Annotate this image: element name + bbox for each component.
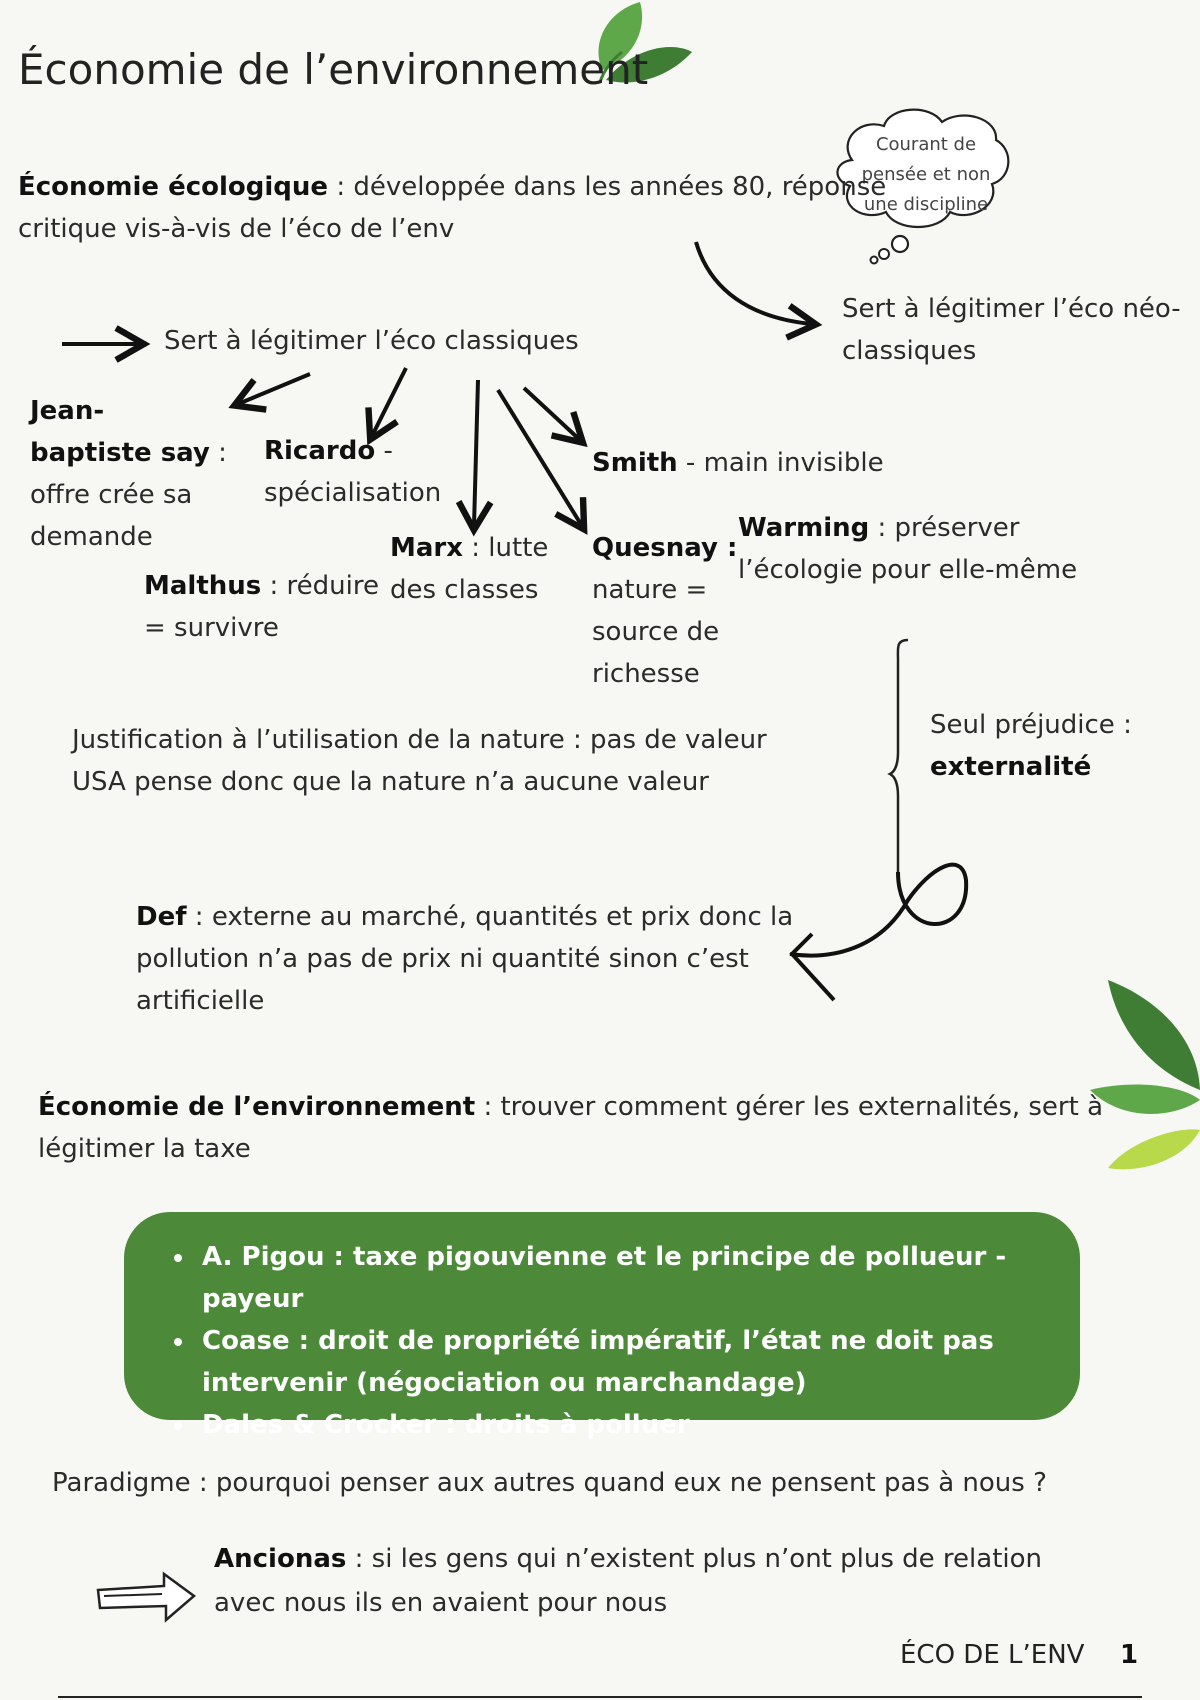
eco-ecologique-text: : développée dans les années 80, réponse bbox=[328, 172, 887, 202]
say-desc-2: demande bbox=[30, 522, 153, 552]
quesnay-name: Quesnay : bbox=[592, 533, 738, 563]
leaves-icon bbox=[1090, 980, 1200, 1169]
outline-arrow-icon bbox=[98, 1574, 194, 1620]
arrow-to-smith-icon bbox=[524, 388, 580, 440]
malthus-desc-2: = survivre bbox=[144, 613, 279, 643]
justification-line-2: USA pense donc que la nature n’a aucune valeur bbox=[72, 767, 709, 797]
quesnay-desc-2: source de bbox=[592, 617, 720, 647]
marx-desc-2: des classes bbox=[390, 575, 539, 605]
eco-ecologique-text-2: critique vis-à-vis de l’éco de l’env bbox=[18, 214, 455, 244]
arrow-to-marx-icon bbox=[474, 380, 478, 526]
malthus-desc-1: : réduire bbox=[261, 571, 379, 601]
approach-item: • A. Pigou : taxe pigouvienne et le principe de pollueur - payeur bbox=[196, 1236, 1080, 1320]
say-desc-1: offre crée sa bbox=[30, 480, 193, 510]
say-name-2: baptiste say bbox=[30, 438, 210, 468]
definition-term: Def bbox=[136, 902, 187, 932]
approach-item: • Coase : droit de propriété impératif, l’état ne doit pas intervenir (négociation ou marchandage) bbox=[196, 1320, 1080, 1404]
say-name-line bbox=[30, 432, 227, 474]
neo-classiques-line-1: Sert à légitimer l’éco néo- bbox=[842, 294, 1181, 324]
arrow-to-say-icon bbox=[238, 374, 310, 404]
say-sep: : bbox=[209, 438, 227, 468]
marx-line bbox=[390, 527, 548, 569]
warming-desc-2: l’écologie pour elle-même bbox=[738, 555, 1078, 585]
smith-desc: - main invisible bbox=[677, 448, 884, 478]
warming-line bbox=[738, 507, 1019, 549]
ancionas-line-2: avec nous ils en avaient pour nous bbox=[214, 1588, 668, 1618]
eco-env-text-2: légitimer la taxe bbox=[38, 1134, 251, 1164]
definition-line-2: pollution n’a pas de prix ni quantité sinon c’est bbox=[136, 944, 749, 974]
footer-label: ÉCO DE L’ENV bbox=[900, 1640, 1085, 1670]
say-name-1: Jean- bbox=[30, 396, 105, 426]
arrow-to-ricardo-icon bbox=[372, 368, 406, 436]
smith-line bbox=[592, 442, 884, 484]
approaches-list bbox=[124, 1212, 1080, 1446]
paradigme-text: Paradigme : pourquoi penser aux autres quand eux ne pensent pas à nous ? bbox=[52, 1468, 1047, 1498]
ricardo-name: Ricardo bbox=[264, 436, 376, 466]
eco-env-line bbox=[38, 1086, 1103, 1128]
definition-text-1: : externe au marché, quantités et prix donc la bbox=[186, 902, 794, 932]
loop-arrow-icon bbox=[790, 865, 966, 956]
eco-env-text: : trouver comment gérer les externalités, sert à bbox=[475, 1092, 1104, 1122]
quesnay-desc-3: richesse bbox=[592, 659, 700, 689]
smith-name: Smith bbox=[592, 448, 678, 478]
ancionas-text-1: : si les gens qui n’existent plus n’ont plus de relation bbox=[346, 1544, 1042, 1574]
malthus-line bbox=[144, 565, 379, 607]
justification-line-1: Justification à l’utilisation de la nature : pas de valeur bbox=[72, 725, 767, 755]
arrow-to-quesnay-icon bbox=[498, 390, 582, 526]
approach-item: • Dales & Crocker : droits à polluer bbox=[196, 1404, 1080, 1446]
ancionas-line-1 bbox=[214, 1538, 1042, 1580]
quesnay-desc-1: nature = bbox=[592, 575, 708, 605]
prejudice-line-2: externalité bbox=[930, 752, 1092, 782]
curved-arrow-icon bbox=[696, 242, 812, 324]
marx-name: Marx bbox=[390, 533, 464, 563]
eco-ecologique-line bbox=[18, 166, 886, 208]
marx-desc-1: : lutte bbox=[463, 533, 549, 563]
page-number: 1 bbox=[1120, 1640, 1139, 1670]
ancionas-term: Ancionas bbox=[214, 1544, 347, 1574]
footer-rule bbox=[58, 1696, 1142, 1698]
malthus-name: Malthus bbox=[144, 571, 262, 601]
eco-env-term: Économie de l’environnement bbox=[38, 1092, 476, 1122]
neo-classiques-line-2: classiques bbox=[842, 336, 977, 366]
eco-ecologique-term: Économie écologique bbox=[18, 172, 329, 202]
ricardo-desc: spécialisation bbox=[264, 478, 442, 508]
classiques-text: Sert à légitimer l’éco classiques bbox=[164, 326, 579, 356]
brace-icon bbox=[890, 640, 908, 872]
prejudice-line-1: Seul préjudice : bbox=[930, 710, 1132, 740]
warming-desc-1: : préserver bbox=[869, 513, 1020, 543]
definition-line-3: artificielle bbox=[136, 986, 265, 1016]
ricardo-sep: - bbox=[375, 436, 393, 466]
ricardo-line bbox=[264, 430, 393, 472]
warming-name: Warming bbox=[738, 513, 870, 543]
thought-bubble-text: Courant de pensée et non une discipline bbox=[861, 134, 991, 215]
page-title: Économie de l’environnement bbox=[18, 45, 649, 94]
definition-line-1 bbox=[136, 896, 793, 938]
approaches-box bbox=[124, 1212, 1080, 1440]
